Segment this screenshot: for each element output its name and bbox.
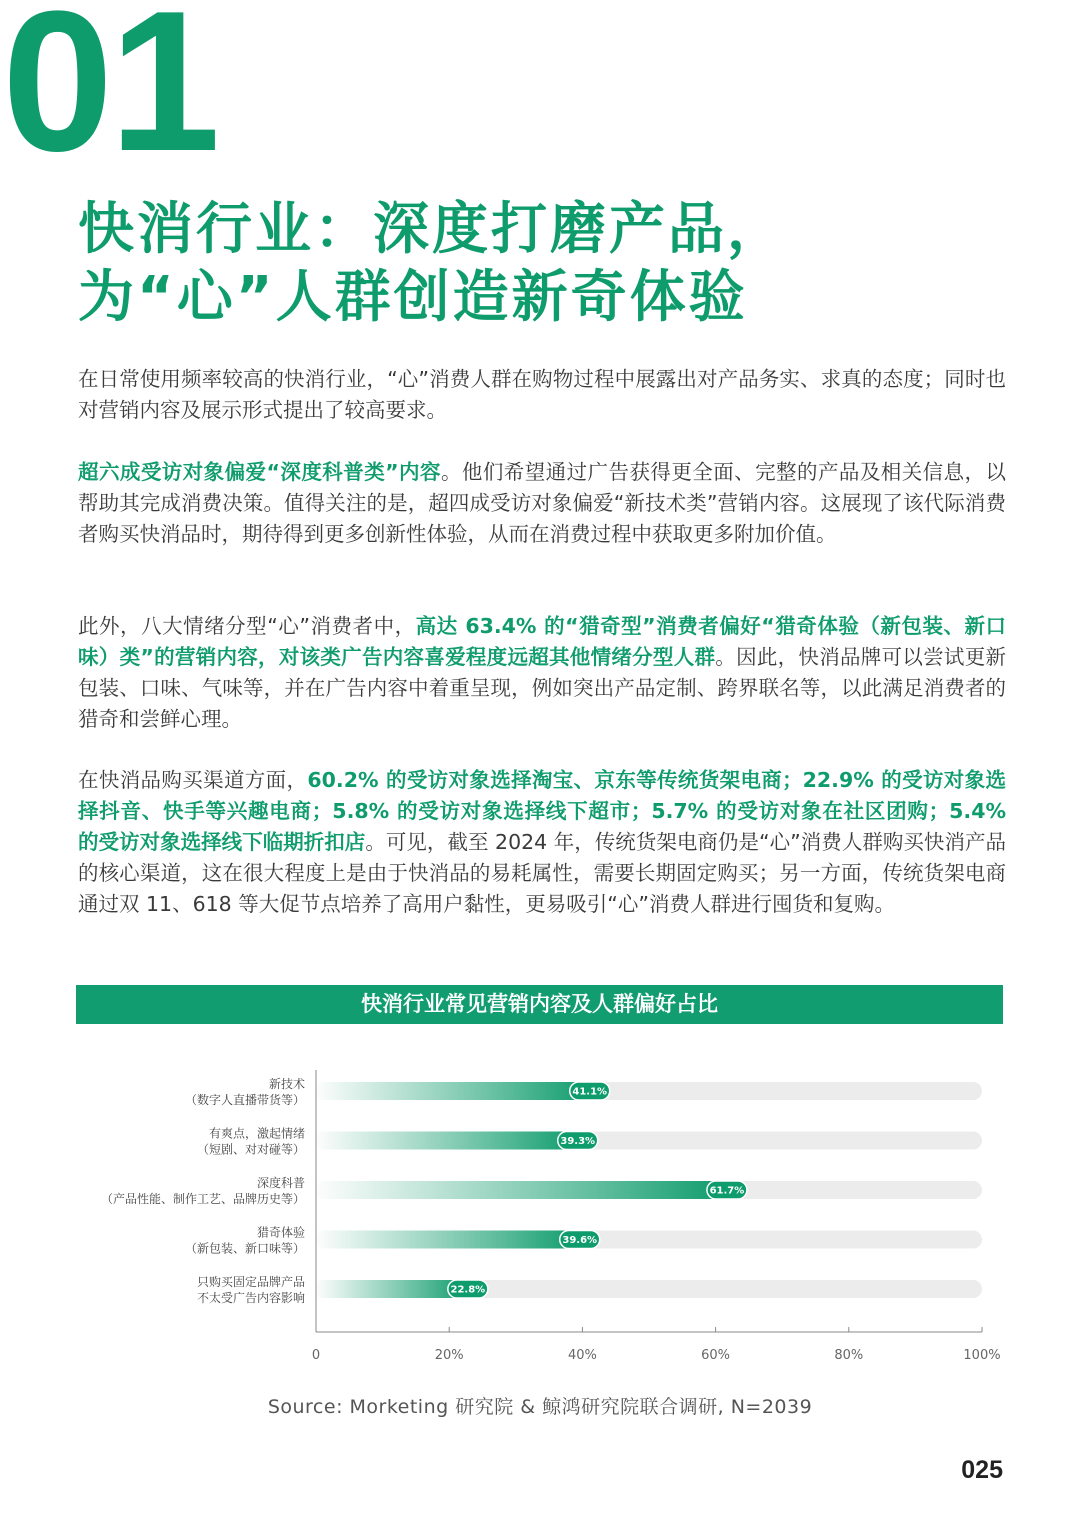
x-tick-label: 20% bbox=[434, 1348, 464, 1363]
category-sublabel: （数字人直播带货等） bbox=[184, 1093, 305, 1107]
highlight-text: 高达 63.4% 的“猎奇型”消费者偏好“猎奇体验（新包装、新口味）类”的营销内容，对该类广告内容喜爱程度远超其他情绪分型人群 bbox=[78, 614, 1007, 669]
body-text: 此外，八大情绪分型“心”消费者中， bbox=[78, 614, 416, 638]
category-label: 有爽点，激起情绪 bbox=[208, 1126, 305, 1141]
paragraph-preference bbox=[78, 457, 1006, 550]
title-line-1: 快消行业：深度打磨产品， bbox=[78, 197, 786, 262]
x-tick-label: 60% bbox=[701, 1348, 731, 1363]
bar bbox=[316, 1132, 578, 1150]
body-text: 。他们希望通过广告获得更全面、完整的产品及相关信息，以帮助其完成消费决策。值得关注的是，超四成受访对象偏爱“新技术类”营销内容。这展现了该代际消费者购买快消品时，期待得到更多创新性体验，从而在消费过程中获取更多附加价值。 bbox=[78, 460, 1007, 546]
paragraph-emotion bbox=[78, 611, 1006, 735]
x-tick-label: 0 bbox=[311, 1348, 321, 1363]
category-sublabel: （产品性能、制作工艺、品牌历史等） bbox=[100, 1192, 305, 1206]
category-sublabel: （新包装、新口味等） bbox=[184, 1241, 305, 1256]
category-label: 新技术 bbox=[268, 1077, 305, 1091]
page-number: 025 bbox=[961, 1456, 1003, 1484]
title-line-2: 为“心”人群创造新奇体验 bbox=[78, 265, 748, 330]
body-text: 。因此，快消品牌可以尝试更新包装、口味、气味等，并在广告内容中着重呈现，例如突出产品定制、跨界联名等，以此满足消费者的猎奇和尝鲜心理。 bbox=[78, 645, 1006, 731]
category-label: 猎奇体验 bbox=[256, 1225, 305, 1240]
paragraph-intro-text: 在日常使用频率较高的快消行业，“心”消费人群在购物过程中展露出对产品务实、求真的态度；同时也对营销内容及展示形式提出了较高要求。 bbox=[78, 367, 1006, 422]
category-sublabel: （短剧、对对碰等） bbox=[196, 1142, 305, 1157]
source-note: Source: Morketing 研究院 & 鲸鸿研究院联合调研, N=2039 bbox=[267, 1396, 813, 1418]
x-tick-label: 100% bbox=[963, 1348, 1001, 1363]
bar bbox=[316, 1280, 468, 1298]
chart-title-banner: 快消行业常见营销内容及人群偏好占比 bbox=[76, 985, 1003, 1024]
x-tick-label: 40% bbox=[567, 1348, 597, 1363]
x-tick-label: 80% bbox=[834, 1348, 864, 1363]
category-label: 只购买固定品牌产品 bbox=[196, 1275, 305, 1289]
body-text: 。可见，截至 2024 年，传统货架电商仍是“心”消费人群购买快消产品的核心渠道，这在很大程度上是由于快消品的易耗属性，需要长期固定购买；另一方面，传统货架电商通过双 11、618 等大促节点培养了高用户黏性，更易吸引“心”消费人群进行囤货和复购。 bbox=[78, 830, 1007, 916]
paragraph-intro bbox=[78, 364, 1006, 426]
value-label: 39.3% bbox=[560, 1136, 596, 1147]
bar bbox=[316, 1181, 727, 1199]
page-title bbox=[78, 196, 786, 332]
body-text: 在快消品购买渠道方面， bbox=[78, 768, 308, 792]
value-label: 61.7% bbox=[709, 1185, 745, 1197]
value-label: 22.8% bbox=[450, 1284, 486, 1296]
category-sublabel: 不太受广告内容影响 bbox=[196, 1291, 305, 1305]
highlight-text: 超六成受访对象偏爱“深度科普类”内容 bbox=[78, 460, 441, 484]
value-label: 41.1% bbox=[572, 1086, 608, 1098]
value-label: 39.6% bbox=[562, 1235, 598, 1246]
bar-chart bbox=[0, 1050, 1080, 1380]
highlight-text: 60.2% 的受访对象选择淘宝、京东等传统货架电商；22.9% 的受访对象选择抖音、快手等兴趣电商；5.8% 的受访对象选择线下超市；5.7% 的受访对象在社区团购；5.4% 的受访对象选择线下临期折扣店 bbox=[78, 768, 1007, 854]
section-number: 01 bbox=[2, 0, 217, 193]
paragraph-channels bbox=[78, 765, 1006, 920]
bar bbox=[316, 1082, 590, 1100]
category-label: 深度科普 bbox=[256, 1176, 305, 1190]
bar bbox=[316, 1231, 580, 1249]
